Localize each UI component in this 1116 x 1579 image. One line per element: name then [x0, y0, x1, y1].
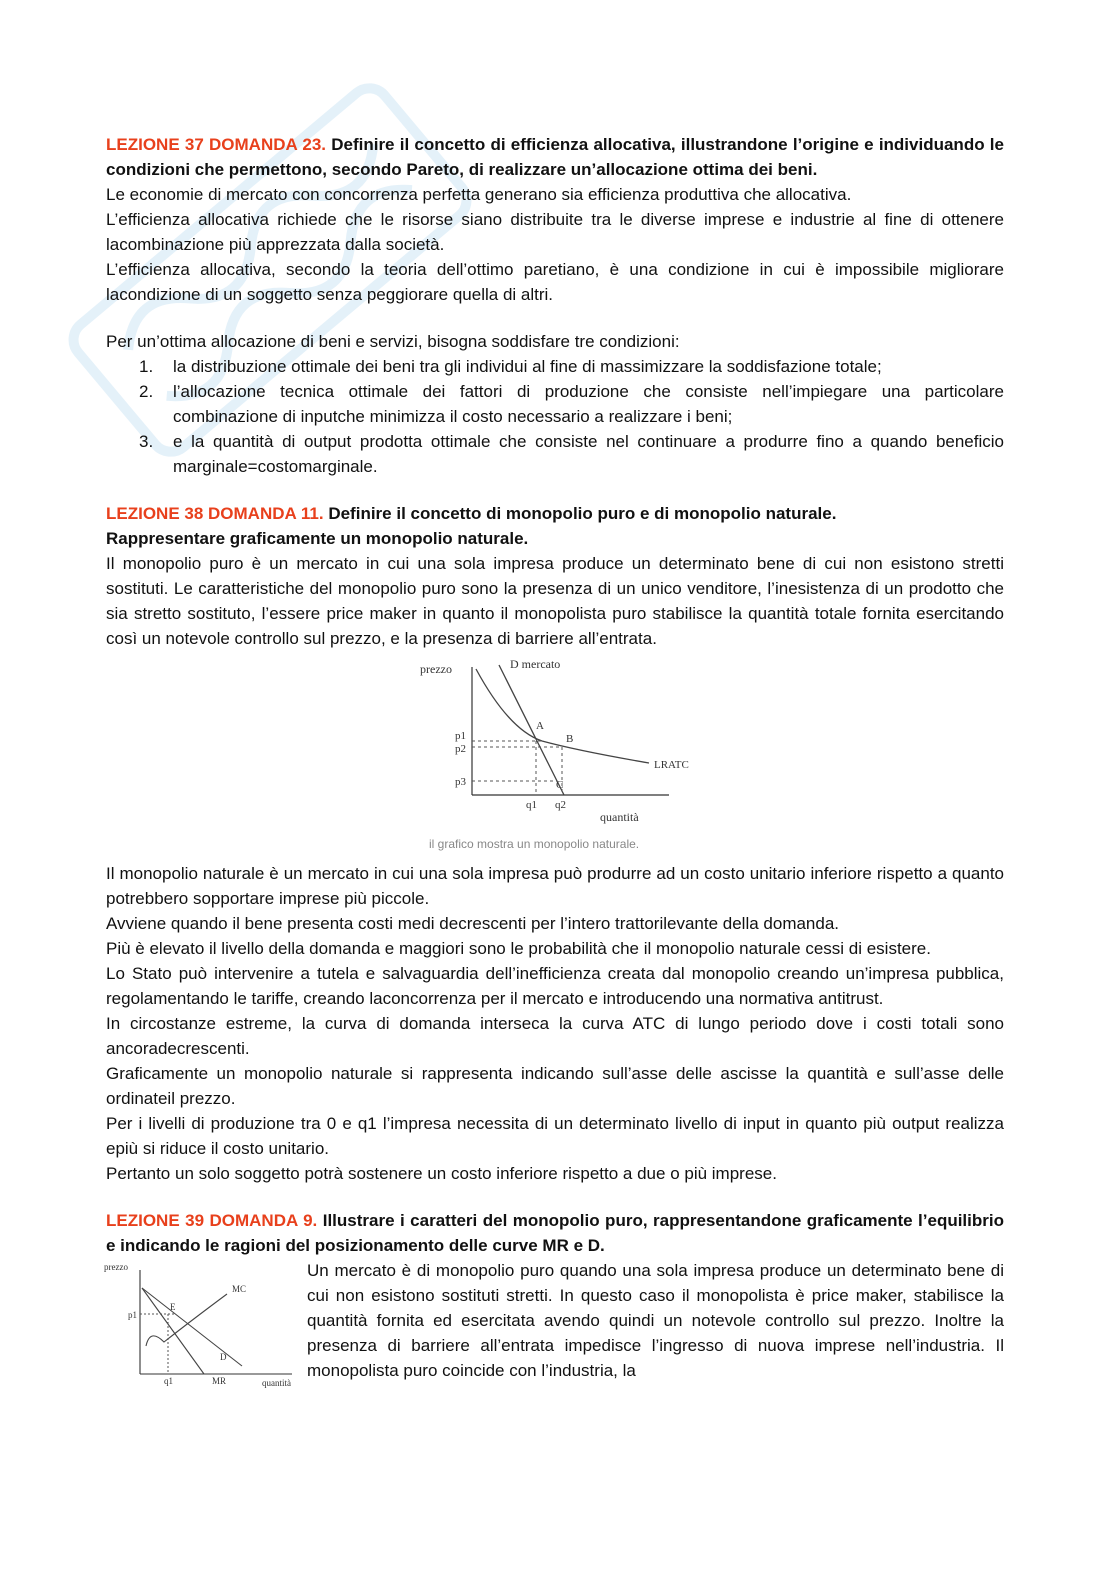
- q1-label: q1: [164, 1376, 173, 1386]
- list-item-text: la distribuzione ottimale dei beni tra gli individui al fine di massimizzare la soddisfazione totale;: [173, 357, 882, 376]
- mr-label: MR: [212, 1376, 227, 1386]
- section1-paragraph: L’efficienza allocativa richiede che le risorse siano distribuite tra le diverse imprese e industrie al fine di ottenere lacombinazione più apprezzata dalla società.: [106, 210, 1004, 254]
- section3-heading-label: LEZIONE 39 DOMANDA 9.: [106, 1211, 318, 1230]
- section2-paragraph: Graficamente un monopolio naturale si rappresenta indicando sull’asse delle ascisse la quantità e sull’asse delle ordinateil prezzo.: [106, 1064, 1004, 1108]
- p3-label: p3: [455, 776, 466, 788]
- natural-monopoly-graph: [414, 655, 704, 837]
- equilibrium-label: E: [170, 1302, 176, 1312]
- conditions-list: [106, 354, 1004, 479]
- x-axis-label: quantità: [600, 810, 639, 824]
- demand-curve: [142, 1288, 242, 1366]
- list-item-number: 3.: [139, 432, 154, 451]
- section3-heading: [106, 1208, 1004, 1258]
- section2-heading: [106, 501, 1004, 551]
- list-item-number: 1.: [139, 357, 154, 376]
- natural-monopoly-figure: [106, 651, 1004, 861]
- list-item-text: e la quantità di output prodotta ottimale che consiste nel continuare a produrre fino a quando beneficio marginale=costomarginale.: [173, 432, 1004, 476]
- demand-curve: [499, 665, 564, 795]
- section1-heading: [106, 132, 1004, 182]
- mc-label: MC: [232, 1284, 247, 1294]
- section2-paragraph: Lo Stato può intervenire a tutela e salvaguardia dell’inefficienza creata dal monopolio creando un’impresa pubblica, regolamentando le tariffe, creando laconcorrenza per il mercato e introducendo una normativa antitrust.: [106, 964, 1004, 1008]
- mr-curve: [142, 1288, 204, 1374]
- list-item-number: 2.: [139, 382, 154, 401]
- y-axis-label: prezzo: [104, 1262, 128, 1272]
- point-c-label: C: [556, 779, 564, 791]
- point-a-label: A: [536, 720, 544, 732]
- p1-label: p1: [128, 1310, 137, 1320]
- point-b-label: B: [566, 733, 574, 745]
- list-item-text: l’allocazione tecnica ottimale dei fattori di produzione che consiste nell’impiegare una particolare combinazione di inputche minimizza il costo necessario a realizzare i beni;: [173, 382, 1004, 426]
- mc-curve: [146, 1294, 227, 1346]
- section1-paragraph: L’efficienza allocativa, secondo la teoria dell’ottimo paretiano, è una condizione in cui è impossibile migliorare lacondizione di un soggetto senza peggiorare quella di altri.: [106, 260, 1004, 304]
- section1-paragraph: Le economie di mercato con concorrenza perfetta generano sia efficienza produttiva che allocativa.: [106, 185, 852, 204]
- section2-paragraph: Il monopolio puro è un mercato in cui una sola impresa produce un determinato bene di cui non esistono stretti sostituti. Le caratteristiche del monopolio puro sono la presenza di un unico venditore, l’inesistenza di un prodotto che sia stretto sostituto, l’essere price maker in quanto il monopolista puro stabilisce la quantità totale fornita esercitando così un notevole controllo sul prezzo, e la presenza di barriere all’entrata.: [106, 554, 1004, 648]
- q1-label: q1: [526, 799, 537, 811]
- section1-heading-label: LEZIONE 37 DOMANDA 23.: [106, 135, 326, 154]
- section2-paragraph: Più è elevato il livello della domanda e maggiori sono le probabilità che il monopolio naturale cessi di esistere.: [106, 939, 931, 958]
- section2-paragraph: Avviene quando il bene presenta costi medi decrescenti per l’intero trattorilevante della domanda.: [106, 914, 840, 933]
- section2-heading-text-2: Rappresentare graficamente un monopolio naturale.: [106, 529, 529, 548]
- section2-heading-text: Definire il concetto di monopolio puro e di monopolio naturale.: [328, 504, 837, 523]
- lratc-label: LRATC: [654, 759, 689, 771]
- list-item: [106, 379, 1004, 429]
- section2-paragraph: In circostanze estreme, la curva di domanda interseca la curva ATC di lungo periodo dove i costi totali sono ancoradecrescenti.: [106, 1014, 1004, 1058]
- section3-body: [104, 1258, 1004, 1388]
- section1-list-intro: Per un’ottima allocazione di beni e servizi, bisogna soddisfare tre condizioni:: [106, 332, 680, 351]
- pure-monopoly-graph: [102, 1258, 302, 1388]
- p1-label: p1: [455, 730, 466, 742]
- section3-paragraph: Un mercato è di monopolio puro quando una sola impresa produce un determinato bene di cui non esistono sostituti stretti. In questo caso il monopolista è price maker, stabilisce la quantità fornita ed esercitata avendo quindi un notevole controllo sul prezzo. Inoltre la presenza di barriere all’entrata impedisce l’ingresso di nuova imprese nell’industria. Il monopolista puro coincide con l’industria, la: [307, 1261, 1004, 1380]
- list-item: [106, 354, 1004, 379]
- section2-paragraph: Il monopolio naturale è un mercato in cui una sola impresa può produrre ad un costo unitario inferiore rispetto a quanto potrebbero sopportare imprese più piccole.: [106, 864, 1004, 908]
- demand-label: D: [220, 1352, 227, 1362]
- y-axis-label: prezzo: [420, 662, 452, 676]
- figure-caption: il grafico mostra un monopolio naturale.: [429, 837, 640, 851]
- section2-paragraph: Per i livelli di produzione tra 0 e q1 l’impresa necessita di un determinato livello di input in quanto più output realizza epiù si riduce il costo unitario.: [106, 1114, 1004, 1158]
- section2-heading-label: LEZIONE 38 DOMANDA 11.: [106, 504, 324, 523]
- p2-label: p2: [455, 743, 466, 755]
- demand-label: D mercato: [510, 657, 561, 671]
- x-axis-label: quantità: [262, 1378, 291, 1388]
- list-item: [106, 429, 1004, 479]
- section3-heading-text: Illustrare i caratteri del monopolio puro, rappresentandone graficamente l’equilibrio e indicando le ragioni del posizionamento delle curve MR e D.: [106, 1211, 1004, 1255]
- document-body: [104, 132, 1004, 1388]
- q2-label: q2: [555, 799, 566, 811]
- section1-heading-text: Definire il concetto di efficienza allocativa, illustrandone l’origine e individuando le condizioni che permettono, secondo Pareto, di realizzare un’allocazione ottima dei beni.: [106, 135, 1004, 179]
- section2-paragraph: Pertanto un solo soggetto potrà sostenere un costo inferiore rispetto a due o più imprese.: [106, 1164, 777, 1183]
